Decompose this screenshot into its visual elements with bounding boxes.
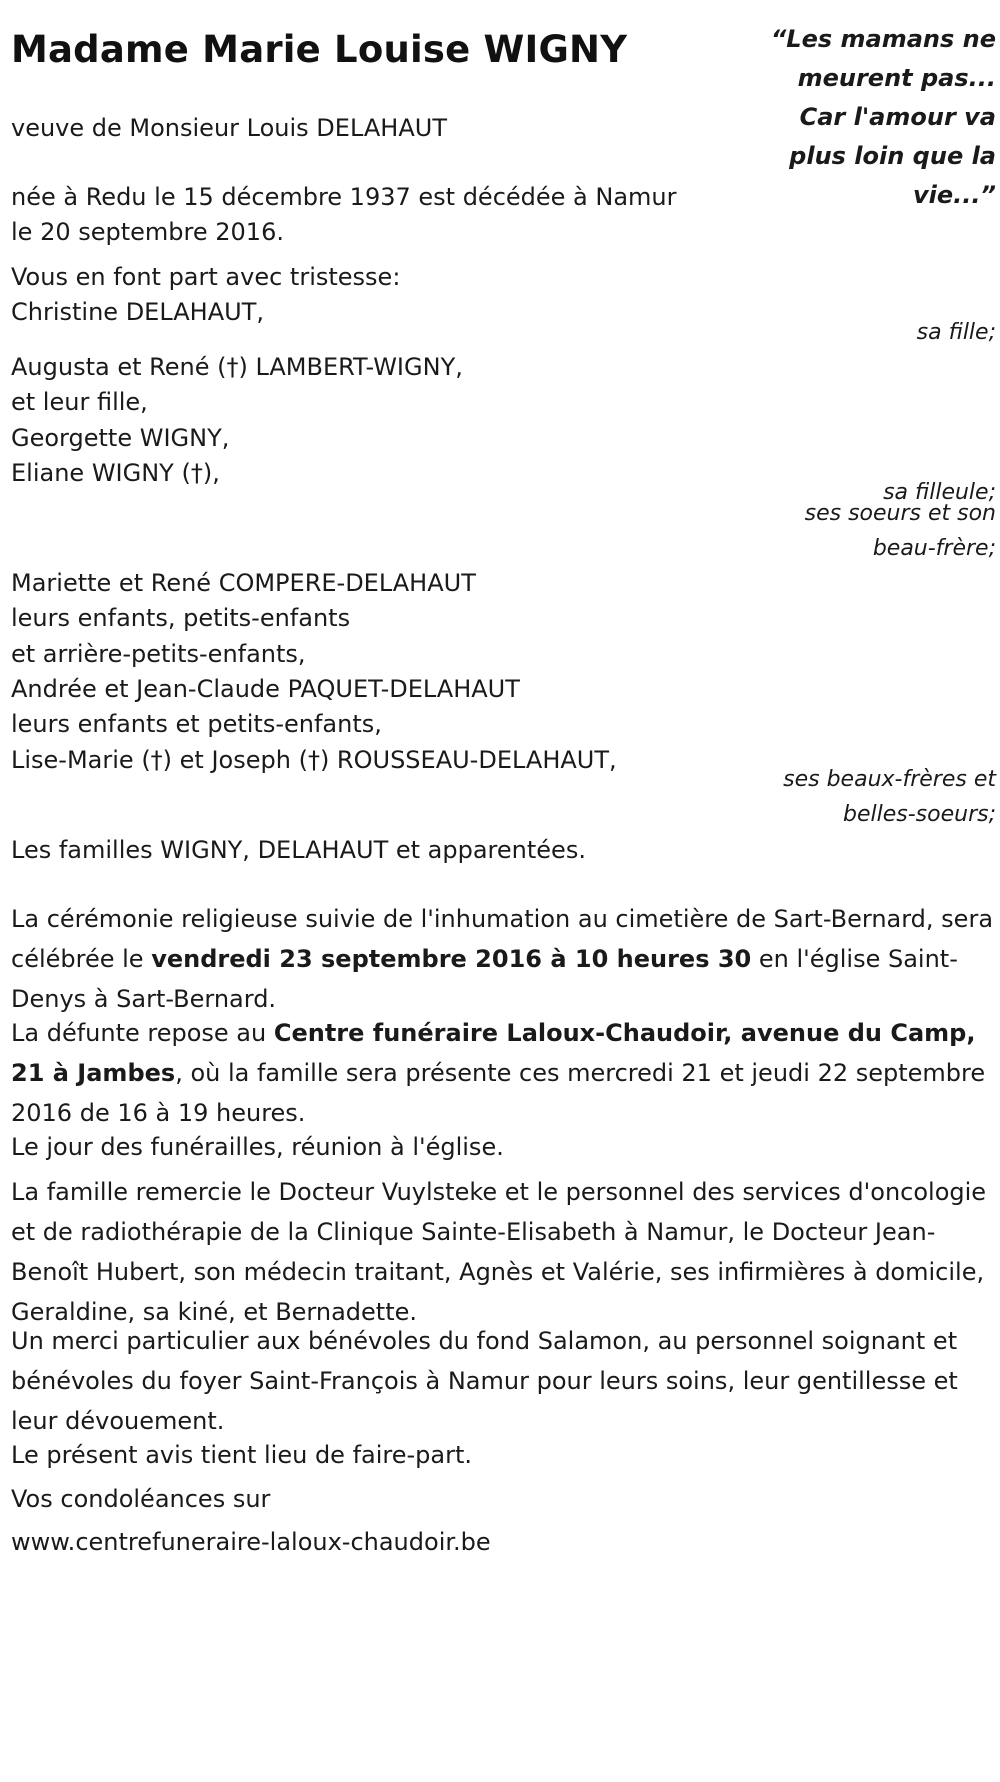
widow-line: veuve de Monsieur Louis DELAHAUT [11, 114, 447, 142]
relation-goddaughter: sa filleule; [883, 480, 996, 505]
families-line: Les familles WIGNY, DELAHAUT et apparentées. [11, 836, 586, 864]
family-line: leurs enfants et petits-enfants, [11, 710, 382, 738]
family-line: leurs enfants, petits-enfants [11, 604, 351, 632]
birth-death-line-2: le 20 septembre 2016. [11, 218, 284, 246]
family-line: Georgette WIGNY, [11, 424, 230, 452]
funeral-day-line: Le jour des funérailles, réunion à l'église. [11, 1133, 504, 1161]
deceased-name: Madame Marie Louise WIGNY [11, 28, 628, 71]
repose-paragraph [11, 1013, 996, 1133]
family-line: Eliane WIGNY (†), [11, 459, 220, 487]
family-line: et leur fille, [11, 388, 148, 416]
ceremony-place: en l'église Saint-Denys à Sart-Bernard. [11, 945, 958, 1013]
special-thanks-paragraph: Un merci particulier aux bénévoles du fond Salamon, au personnel soignant et bénévoles du foyer Saint-François à Namur pour leurs soins, leur gentillesse et leur dévouement. [11, 1327, 958, 1435]
ceremony-text: La cérémonie religieuse suivie de l'inhumation au cimetière de Sart-Bernard, sera célébrée le [11, 905, 994, 973]
notice-line: Le présent avis tient lieu de faire-part. [11, 1441, 473, 1469]
ceremony-date: vendredi 23 septembre 2016 à 10 heures 30 [151, 945, 752, 973]
epigraph-quote: “Les mamans ne meurent pas... Car l'amour va plus loin que la vie...” [770, 25, 996, 209]
thanks-paragraph: La famille remercie le Docteur Vuylsteke et le personnel des services d'oncologie et de radiothérapie de la Clinique Sainte-Elisabeth à Namur, le Docteur Jean-Benoît Hubert, son médecin traitant, Agnès et Valérie, ses infirmières à domicile, Geraldine, sa kiné, et Bernadette. [11, 1178, 987, 1326]
repose-text: La défunte repose au [11, 1019, 274, 1047]
birth-death-line-1: née à Redu le 15 décembre 1937 est décédée à Namur [11, 183, 677, 211]
relation-siblings-1: ses soeurs et son [804, 501, 996, 526]
repose-hours: , où la famille sera présente ces mercredi 21 et jeudi 22 septembre 2016 de 16 à 19 heures. [11, 1059, 986, 1127]
family-line: Andrée et Jean-Claude PAQUET-DELAHAUT [11, 675, 520, 703]
relation-siblings-2: beau-frère; [872, 536, 996, 561]
family-line: et arrière-petits-enfants, [11, 640, 306, 668]
announce-line: Vous en font part avec tristesse: [11, 263, 401, 291]
relation-daughter: sa fille; [916, 320, 996, 345]
family-daughter: Christine DELAHAUT, [11, 298, 264, 326]
family-line: Lise-Marie (†) et Joseph (†) ROUSSEAU-DELAHAUT, [11, 746, 617, 774]
repose-location: Centre funéraire Laloux-Chaudoir, avenue du Camp, 21 à Jambes [11, 1019, 976, 1087]
condolences-line: Vos condoléances sur [11, 1485, 271, 1513]
relation-inlaws-1: ses beaux-frères et [783, 767, 996, 792]
website-link[interactable]: www.centrefuneraire-laloux-chaudoir.be [11, 1528, 491, 1556]
family-line: Augusta et René (†) LAMBERT-WIGNY, [11, 353, 463, 381]
relation-inlaws-2: belles-soeurs; [843, 802, 996, 827]
family-line: Mariette et René COMPERE-DELAHAUT [11, 569, 476, 597]
ceremony-paragraph [11, 899, 996, 1019]
